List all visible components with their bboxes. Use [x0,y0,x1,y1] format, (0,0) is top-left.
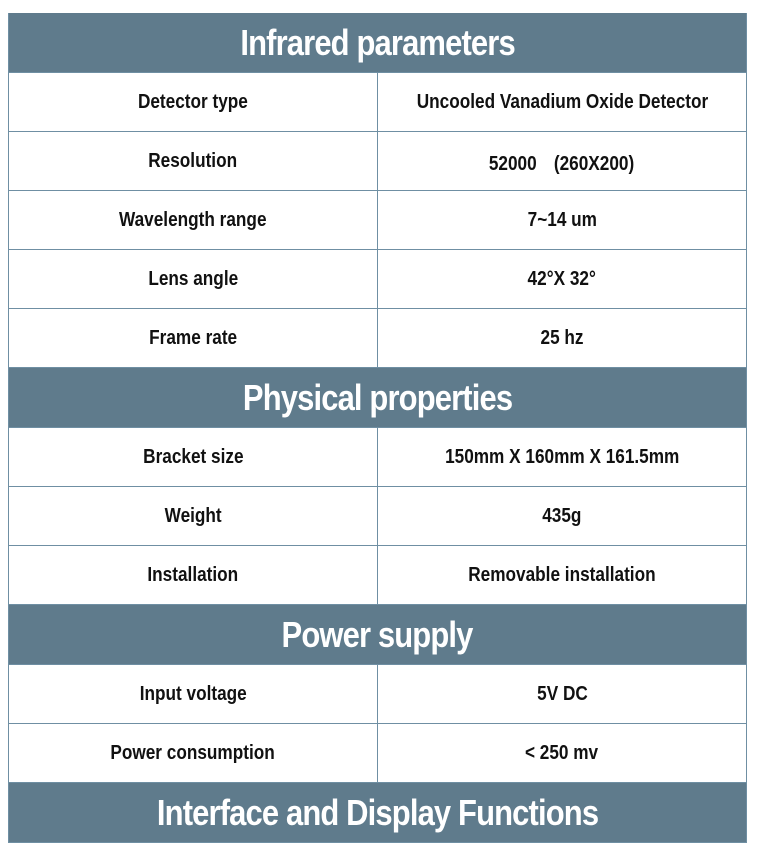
table-row [9,487,746,546]
row-value-text: 52000 (260X200) [489,152,635,175]
row-label [9,309,378,367]
row-value [378,487,746,545]
row-label-text: Input voltage [139,682,247,705]
row-value-text: 42°X 32° [527,267,597,290]
spec-table [8,13,747,843]
row-value [378,73,746,131]
table-row [9,546,746,605]
row-label [9,132,378,190]
row-value-text: 25 hz [540,326,584,349]
row-label [9,428,378,486]
row-label-text: Power consumption [110,741,276,764]
row-value [378,724,746,782]
table-row [9,428,746,487]
row-value-text: 7~14 um [527,208,597,231]
row-value-text: 5V DC [536,682,588,705]
row-value [378,428,746,486]
table-row [9,191,746,250]
row-value [378,665,746,723]
section-title: Infrared parameters [240,21,515,63]
row-value [378,250,746,308]
row-value-text: 435g [542,504,582,527]
row-label-text: Wavelength range [119,208,267,231]
table-row [9,250,746,309]
row-value-text: 150mm X 160mm X 161.5mm [444,445,680,468]
row-label [9,73,378,131]
row-label-text: Lens angle [148,267,238,290]
section-header-physical [9,368,746,428]
section-title: Interface and Display Functions [156,791,599,833]
row-label [9,487,378,545]
section-header-power [9,605,746,665]
table-row [9,724,746,783]
row-label [9,724,378,782]
row-label-text: Detector type [138,90,248,113]
row-value-text: < 250 mv [525,741,599,764]
row-value-text: Removable installation [468,563,656,586]
row-label-text: Bracket size [142,445,244,468]
row-label [9,191,378,249]
table-row [9,309,746,368]
section-header-infrared [9,13,746,73]
table-row [9,665,746,724]
section-title: Power supply [282,613,473,655]
table-row [9,73,746,132]
row-label-text: Weight [164,504,222,527]
row-value [378,309,746,367]
row-value [378,546,746,604]
row-value [378,132,746,190]
row-value [378,191,746,249]
section-title: Physical properties [242,376,513,418]
row-label-text: Frame rate [149,326,237,349]
row-label [9,250,378,308]
row-label [9,665,378,723]
row-label-text: Installation [147,563,239,586]
row-label-text: Resolution [148,149,238,172]
table-row [9,132,746,191]
row-value-text: Uncooled Vanadium Oxide Detector [416,90,708,113]
row-label [9,546,378,604]
section-header-interface [9,783,746,843]
